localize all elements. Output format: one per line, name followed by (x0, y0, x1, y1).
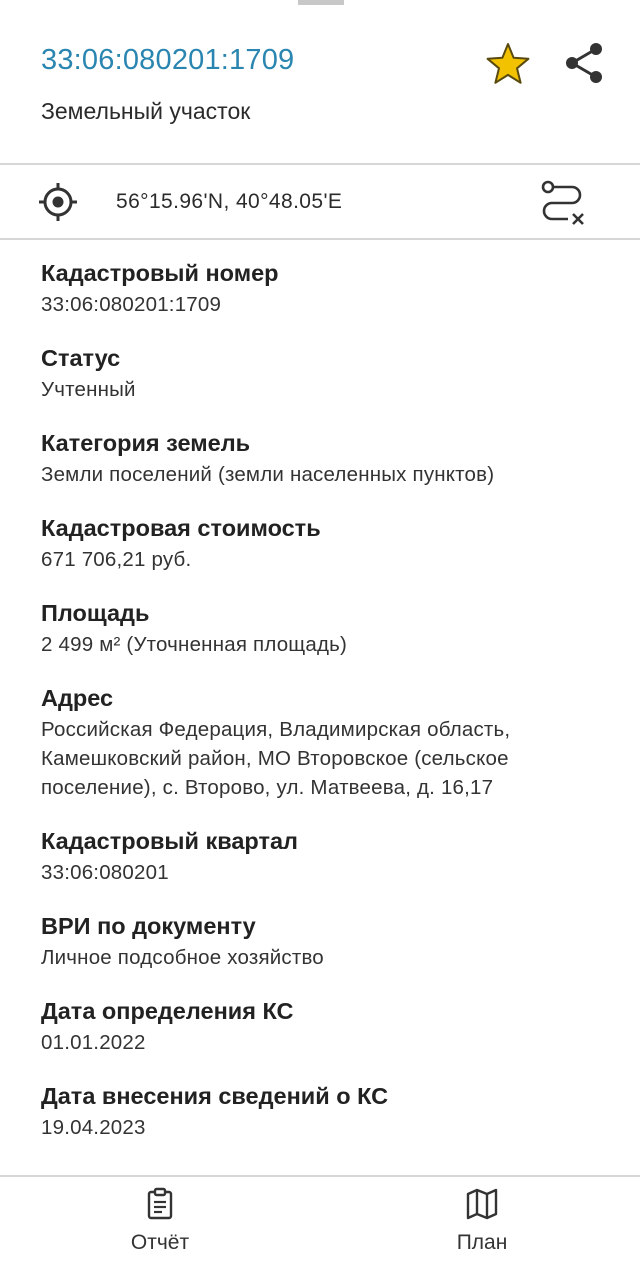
share-button[interactable] (562, 40, 606, 86)
field-label: Кадастровая стоимость (41, 515, 321, 541)
cadastral-number-title[interactable]: 33:06:080201:1709 (41, 44, 295, 76)
coordinates-text[interactable]: 56°15.96'N, 40°48.05'E (116, 190, 343, 213)
route-button[interactable] (538, 178, 588, 228)
field-address (41, 681, 611, 802)
field-land-category (41, 426, 611, 489)
field-entry-date (41, 1079, 611, 1142)
field-permitted-use (41, 909, 611, 972)
field-label: Дата внесения сведений о КС (41, 1083, 389, 1109)
field-label: Кадастровый номер (41, 260, 279, 286)
field-label: Категория земель (41, 430, 251, 456)
coordinates-divider (0, 238, 640, 240)
field-label: Дата определения КС (41, 998, 294, 1024)
field-value: Земли поселений (земли населенных пунктов) (41, 463, 495, 486)
field-label: Кадастровый квартал (41, 828, 298, 854)
nav-plan-label: План (456, 1231, 508, 1254)
bottom-navigation (0, 1177, 640, 1280)
locate-button[interactable] (36, 180, 80, 224)
share-icon (562, 40, 606, 86)
field-label: Площадь (41, 600, 150, 626)
field-valuation-date (41, 994, 611, 1057)
field-value: Российская Федерация, Владимирская область, Камешковский район, МО Второвское (сельское поселение), с. Второво, ул. Матвеева, д. 16,17 (41, 718, 511, 799)
field-label: ВРИ по документу (41, 913, 256, 939)
field-value: 671 706,21 руб. (41, 548, 192, 571)
field-cadastral-number (41, 256, 611, 319)
nav-report-button[interactable] (80, 1187, 240, 1267)
field-value: 01.01.2022 (41, 1031, 146, 1054)
field-label: Адрес (41, 685, 114, 711)
field-value: 2 499 м² (Уточненная площадь) (41, 633, 348, 656)
map-icon (465, 1187, 499, 1221)
header-divider (0, 163, 640, 165)
clipboard-report-icon (143, 1187, 177, 1221)
field-cadastral-quarter (41, 824, 611, 887)
field-value: 19.04.2023 (41, 1116, 146, 1139)
field-value: 33:06:080201:1709 (41, 293, 222, 316)
nav-report-label: Отчёт (130, 1231, 190, 1254)
object-type-subtitle: Земельный участок (41, 98, 251, 124)
route-cancel-icon (538, 178, 588, 228)
crosshair-target-icon (36, 180, 80, 224)
field-label: Статус (41, 345, 121, 371)
nav-plan-button[interactable] (402, 1187, 562, 1267)
property-details (41, 256, 611, 1164)
field-area (41, 596, 611, 659)
favorite-button[interactable] (484, 40, 532, 88)
object-header (0, 0, 640, 164)
star-icon (484, 40, 532, 88)
field-value: Учтенный (41, 378, 136, 401)
field-value: 33:06:080201 (41, 861, 169, 884)
field-status (41, 341, 611, 404)
coordinates-bar (0, 166, 640, 238)
field-value: Личное подсобное хозяйство (41, 946, 324, 969)
field-cadastral-value (41, 511, 611, 574)
